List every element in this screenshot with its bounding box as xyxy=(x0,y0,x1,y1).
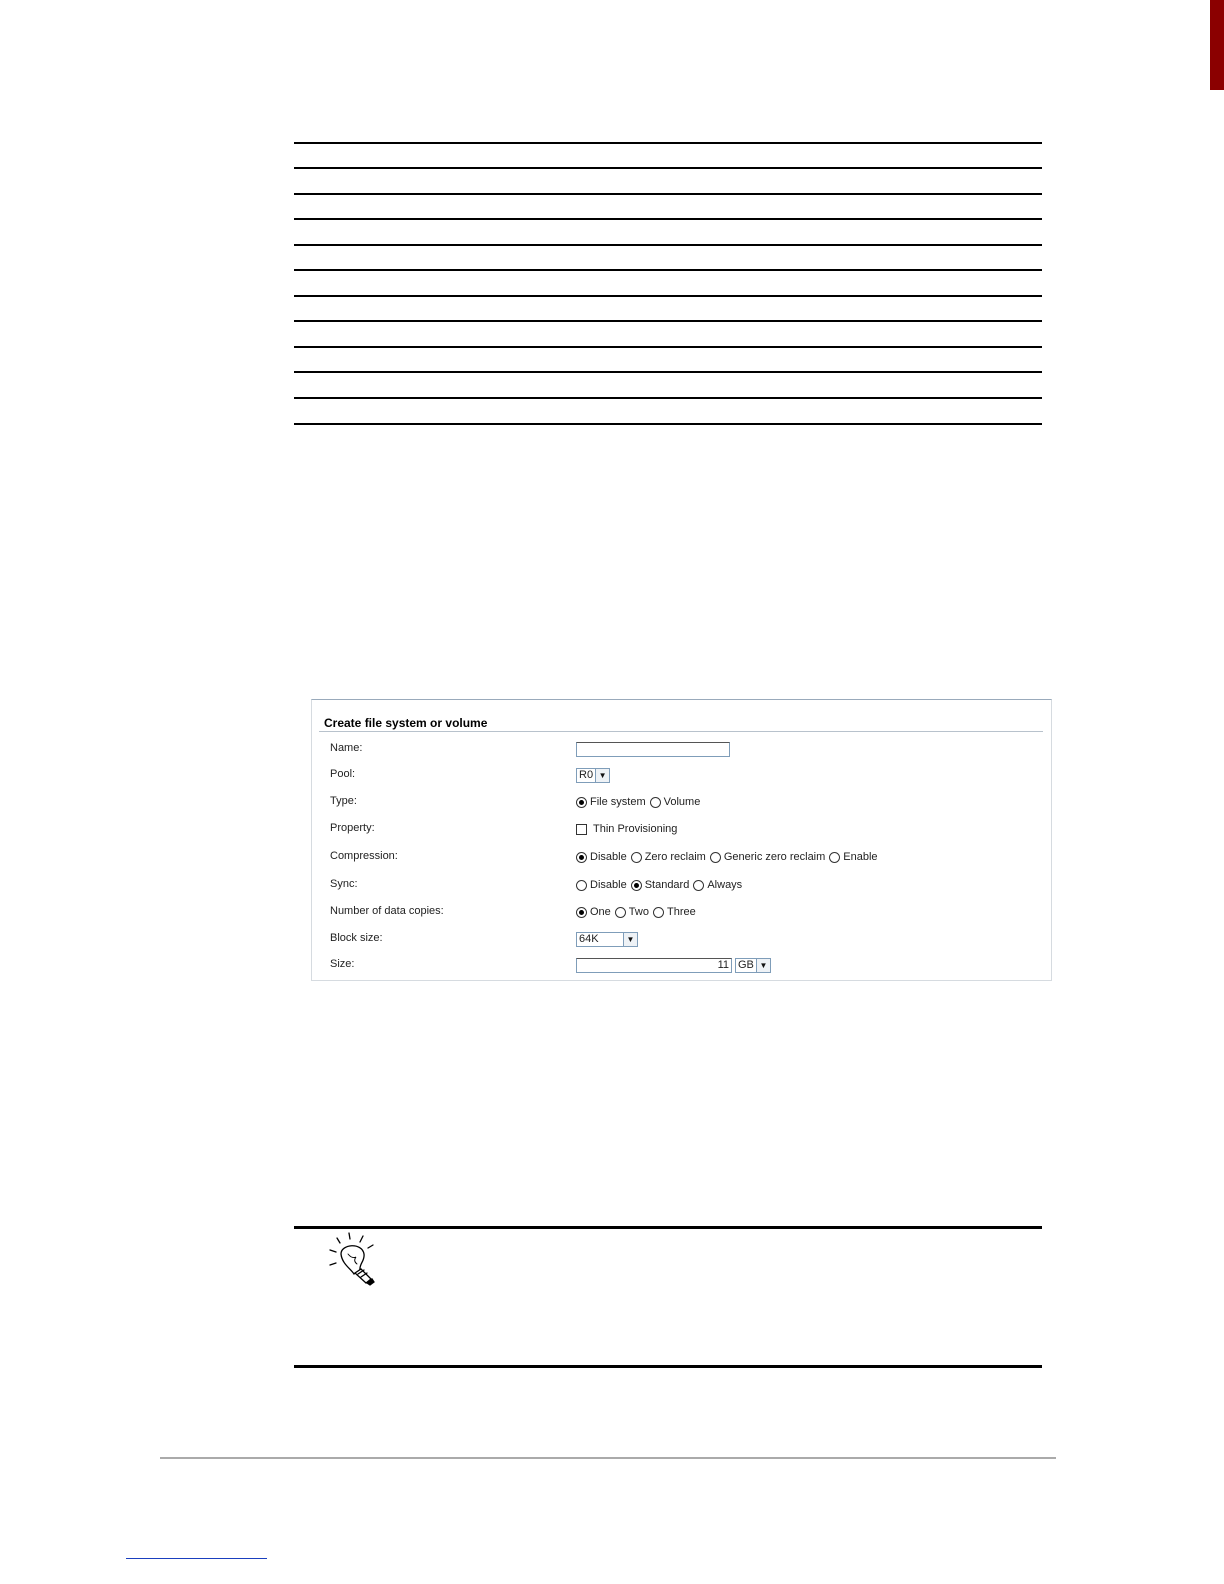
radio-button[interactable] xyxy=(631,852,642,863)
radio-button[interactable] xyxy=(829,852,840,863)
lightbulb-icon xyxy=(326,1230,382,1286)
radio-button[interactable] xyxy=(693,880,704,891)
form-title: Create file system or volume xyxy=(324,716,488,730)
thin-provisioning-option[interactable] xyxy=(576,823,677,835)
compression-option-enable[interactable] xyxy=(829,851,877,863)
option-label: Thin Provisioning xyxy=(593,823,678,835)
size-label: Size: xyxy=(330,958,355,970)
table-rules xyxy=(294,142,1042,427)
compression-option-zero-reclaim[interactable] xyxy=(631,851,706,863)
radio-button[interactable] xyxy=(653,907,664,918)
pool-row xyxy=(330,766,1041,784)
chevron-down-icon[interactable]: ▼ xyxy=(595,769,609,782)
pool-select[interactable] xyxy=(576,768,610,783)
copies-row xyxy=(330,903,1041,921)
type-option-file-system[interactable] xyxy=(576,796,646,808)
sync-row xyxy=(330,876,1041,894)
radio-button[interactable] xyxy=(615,907,626,918)
copies-option-one[interactable] xyxy=(576,906,611,918)
form-title-divider xyxy=(319,731,1043,732)
type-option-volume[interactable] xyxy=(650,796,701,808)
table-rule xyxy=(294,423,1042,425)
option-label: Disable xyxy=(590,851,627,863)
name-row xyxy=(330,740,1041,758)
option-label: File system xyxy=(590,796,646,808)
table-rule xyxy=(294,193,1042,195)
table-rule xyxy=(294,142,1042,144)
block-size-value: 64K xyxy=(579,932,599,945)
table-rule xyxy=(294,295,1042,297)
type-label: Type: xyxy=(330,795,357,807)
radio-button[interactable] xyxy=(650,797,661,808)
property-label: Property: xyxy=(330,822,375,834)
block-size-label: Block size: xyxy=(330,932,383,944)
block-size-select[interactable] xyxy=(576,932,638,947)
name-input[interactable] xyxy=(576,742,730,757)
sync-option-always[interactable] xyxy=(693,879,742,891)
copies-option-three[interactable] xyxy=(653,906,696,918)
compression-option-disable[interactable] xyxy=(576,851,627,863)
option-label: Standard xyxy=(644,879,690,891)
compression-option-generic-zero-reclaim[interactable] xyxy=(710,851,825,863)
table-rule xyxy=(294,397,1042,399)
compression-row xyxy=(330,848,1041,866)
radio-button[interactable] xyxy=(576,797,587,808)
option-label: Volume xyxy=(663,796,701,808)
size-unit-value: GB xyxy=(738,958,754,971)
table-rule xyxy=(294,244,1042,246)
table-rule xyxy=(294,167,1042,169)
option-label: One xyxy=(590,906,611,918)
sync-option-standard[interactable] xyxy=(631,879,690,891)
table-rule xyxy=(294,346,1042,348)
radio-button[interactable] xyxy=(710,852,721,863)
radio-button[interactable] xyxy=(576,907,587,918)
copies-label: Number of data copies: xyxy=(330,905,444,917)
property-row xyxy=(330,820,1041,838)
radio-button[interactable] xyxy=(576,880,587,891)
block-size-row xyxy=(330,930,1041,948)
radio-button[interactable] xyxy=(576,852,587,863)
size-input[interactable]: 11 xyxy=(576,958,732,973)
option-label: Enable xyxy=(843,851,878,863)
footer-rule xyxy=(160,1457,1056,1459)
size-unit-select[interactable] xyxy=(735,958,771,973)
table-rule xyxy=(294,320,1042,322)
tip-bottom-rule xyxy=(294,1365,1042,1368)
name-label: Name: xyxy=(330,742,363,754)
footnote-link-underline xyxy=(126,1558,267,1559)
thin-provisioning-checkbox[interactable] xyxy=(576,824,587,835)
create-form-panel xyxy=(311,699,1052,981)
table-rule xyxy=(294,218,1042,220)
sync-label: Sync: xyxy=(330,878,358,890)
page-accent-bar xyxy=(1210,0,1224,90)
option-label: Disable xyxy=(590,879,627,891)
chevron-down-icon[interactable]: ▼ xyxy=(623,933,637,946)
option-label: Zero reclaim xyxy=(644,851,706,863)
option-label: Generic zero reclaim xyxy=(723,851,826,863)
tip-top-rule xyxy=(294,1226,1042,1229)
type-row xyxy=(330,793,1041,811)
size-row xyxy=(330,956,1041,974)
table-rule xyxy=(294,371,1042,373)
pool-value: R0 xyxy=(579,768,594,781)
pool-label: Pool: xyxy=(330,768,356,780)
compression-label: Compression: xyxy=(330,850,398,862)
sync-option-disable[interactable] xyxy=(576,879,627,891)
option-label: Always xyxy=(707,879,743,891)
option-label: Three xyxy=(666,906,696,918)
table-rule xyxy=(294,269,1042,271)
copies-option-two[interactable] xyxy=(615,906,649,918)
radio-button[interactable] xyxy=(631,880,642,891)
option-label: Two xyxy=(628,906,649,918)
chevron-down-icon[interactable]: ▼ xyxy=(756,959,770,972)
